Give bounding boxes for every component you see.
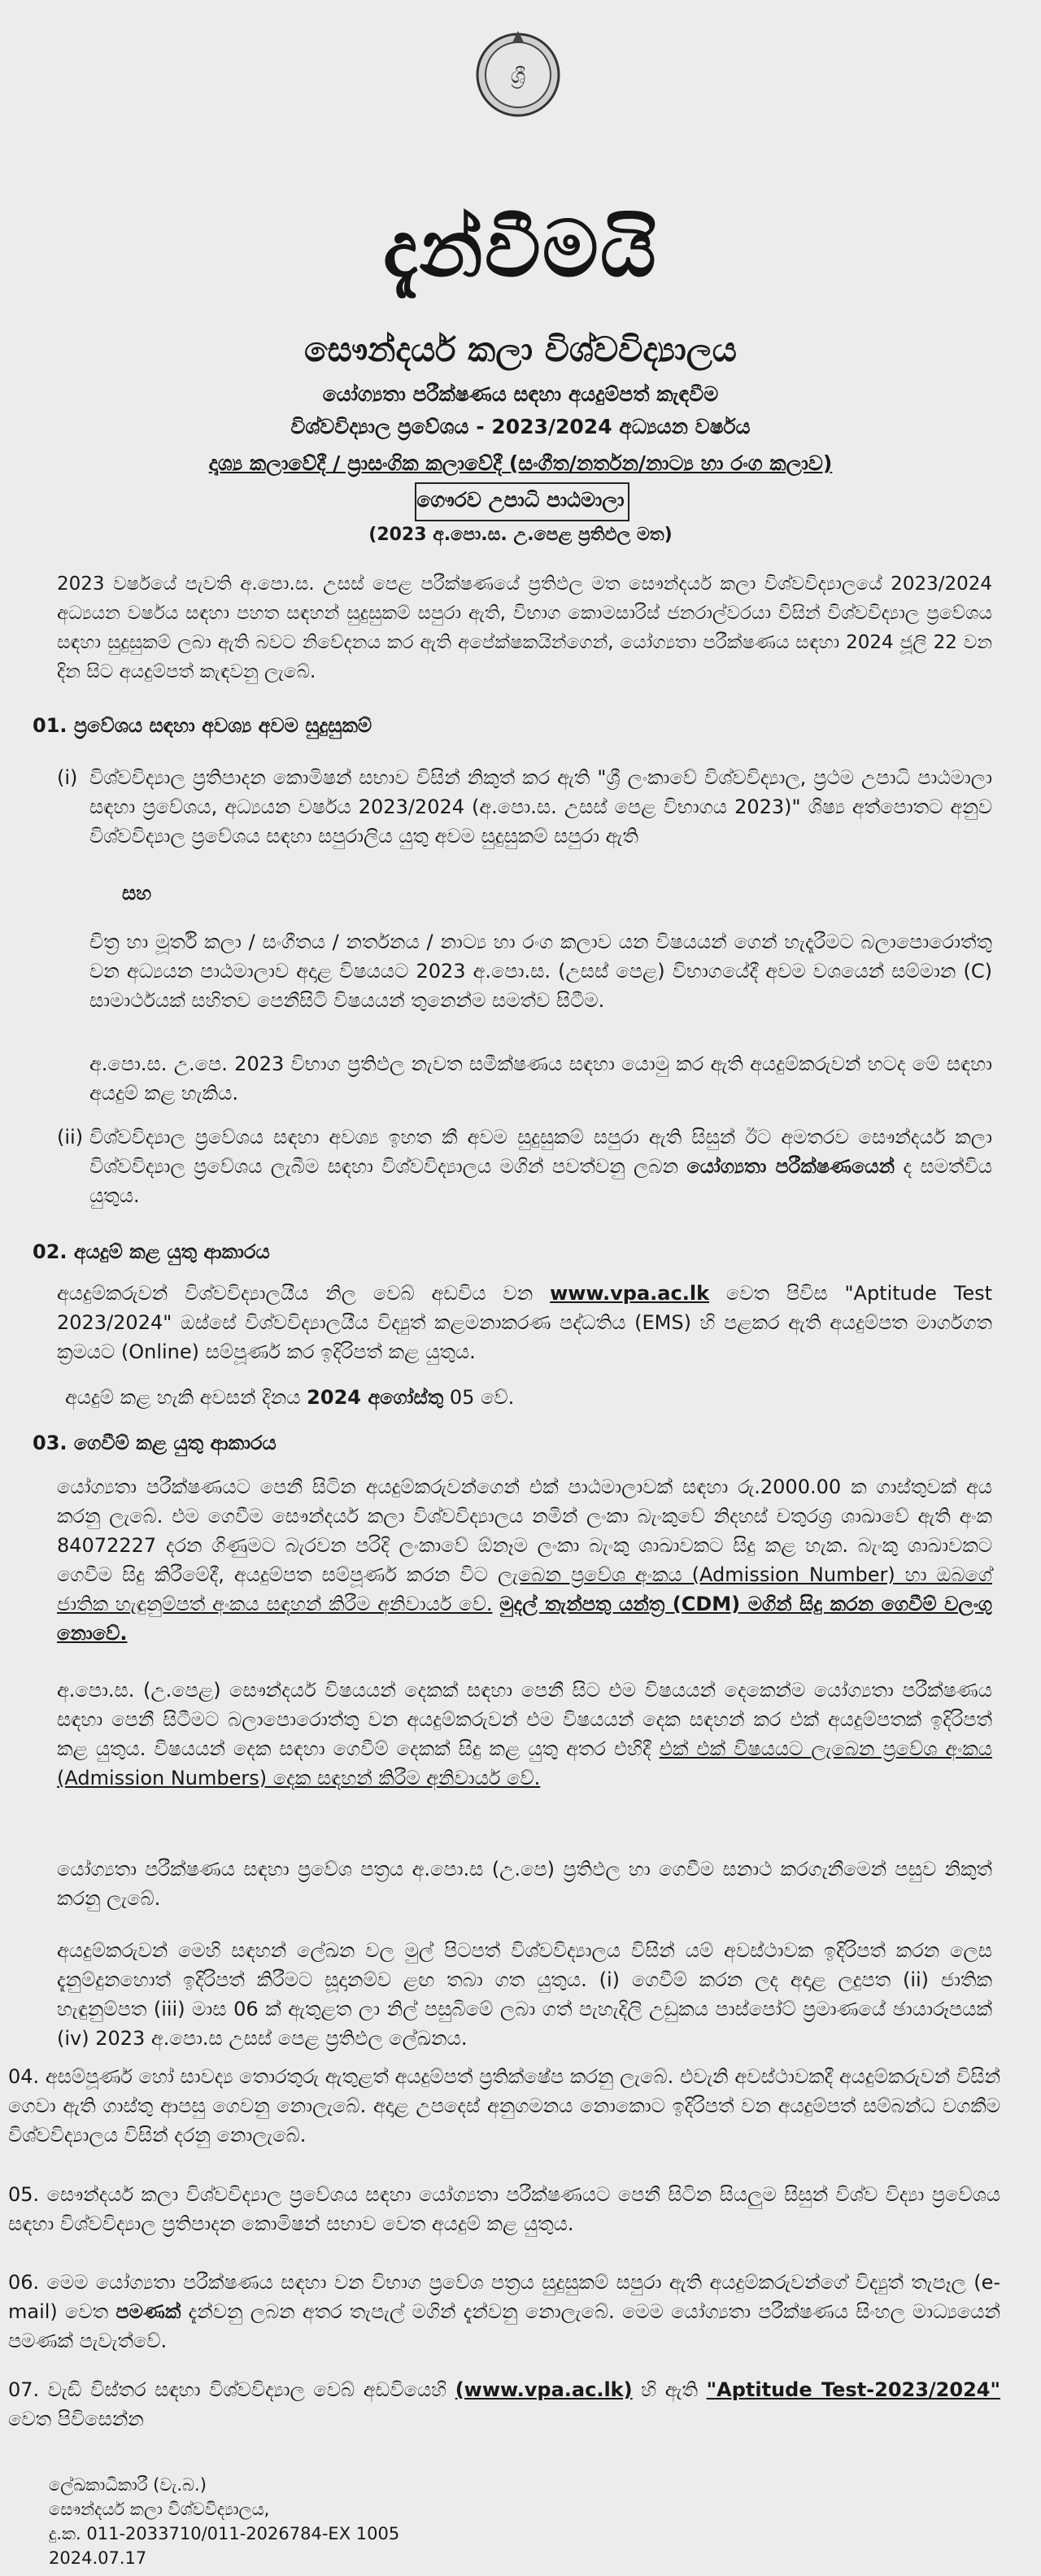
cdm-warning: මුදල් තැන්පතු යන්ත්‍ර (CDM) මගින් සිදු කරන ගෙවීම් වලංගු නොවේ. bbox=[57, 1593, 992, 1645]
signature-block bbox=[49, 2473, 399, 2570]
results-basis-title: (2023 අ.පො.ස. උ.පෙළ ප්‍රතිඵල මත) bbox=[368, 525, 673, 545]
how-to-apply-text-a: අයදුම්කරුවන් විශ්වවිද්‍යාලයීය නිල වෙබ් අඩවිය වන bbox=[57, 1282, 534, 1305]
section-07-text-b: හි ඇති bbox=[641, 2378, 699, 2401]
payment-paragraph-1 bbox=[57, 1472, 992, 1648]
item-i-label: (i) bbox=[57, 766, 78, 789]
signature-date: 2024.07.17 bbox=[49, 2548, 147, 2568]
deadline-text: අයදුම් කළ හැකි අවසන් දිනය bbox=[65, 1386, 301, 1409]
section-03-heading: 03. ගෙවීම් කළ යුතු ආකාරය bbox=[33, 1432, 277, 1454]
original-documents-paragraph: අයදුම්කරුවන් මෙහි සඳහන් ලේඛන වල මුල් පිටපත් විශ්වවිද්‍යාලය විසින් යම් අවස්ථාවක ඉදිරිපත් කරන ලෙස දැනුම්දුනහොත් ඉදිරිපත් කිරීමට සූදානම්ව ළඟ තබා ගත යුතුය. (i) ගෙවීම් කරන ලද අදාළ ලදුපත (ii) ජාතික හැඳුනුම්පත (iii) මාස 06 ක් ඇතුළත ලා නිල් පසුබිමේ ලබා ගත් පැහැදිලි උඩුකය පාස්පෝට් ප්‍රමාණයේ ඡායාරූපයක් (iv) 2023 අ.පො.ස උසස් පෙළ ප්‍රතිඵල ලේඛනය. bbox=[57, 1939, 992, 2050]
item-i-text: විශ්වවිද්‍යාල ප්‍රතිපාදන කොමිෂන් සභාව විසින් නිකුත් කර ඇති "ශ්‍රී ලංකාවේ විශ්වවිද්‍යාල, ප්‍රථම උපාධි පාඨමාලා සඳහා ප්‍රවේශය, අධ්‍යයන වර්ෂය 2023/2024 (අ.පො.ස. උසස් පෙළ විභාගය 2023)" ශිෂ්‍ය අත්පොතට අනුව විශ්වවිද්‍යාල ප්‍රවේශය සඳහා සපුරාලිය යුතු අවම සුදුසුකම් සපුරා ඇති bbox=[89, 766, 992, 848]
payment-text-1: යෝග්‍යතා පරීක්ෂණයට පෙනී සිටින අයදුම්කරුවන්ගෙන් එක් පාඨමාලාවක් සඳහා රු.2000.00 ක ගාස්තුවක් අය කරනු ලැබේ. එම ගෙවීම සෞන්දර්ය කලා විශ්වවිද්‍යාලය නමින් ලංකා බැංකුවේ නිදහස් චතුරශ්‍ර ශාඛාවේ ඇති අංක 84072227 දරන ගිණුමට බැරවන පරිදි ලංකාවේ ඕනෑම ලංකා බැංකු ශාඛාවකට සිදු කළ හැක. බැංකු ශාඛාවකට ගෙවීම සිදු කිරීමේදී, අයදුම්පත සම්පූර්ණ කරන විට bbox=[57, 1475, 992, 1586]
university-emblem bbox=[473, 24, 563, 122]
item-ii-paragraph bbox=[89, 1122, 992, 1210]
university-name: සෞන්දර්ය කලා විශ්වවිද්‍යාලය bbox=[304, 329, 737, 369]
call-for-applications-title: යෝග්‍යතා පරීක්ෂණය සඳහා අයදුම්පත් කැඳවීම bbox=[322, 382, 719, 406]
item-ii-label: (ii) bbox=[57, 1126, 84, 1149]
honours-title: ගෞරව උපාධි පාඨමාලා bbox=[416, 488, 625, 512]
section-07-website-link[interactable]: (www.vpa.ac.lk) bbox=[455, 2378, 633, 2401]
section-01-heading: 01. ප්‍රවේශය සඳහා අවශ්‍ය අවම සුදුසුකම් bbox=[33, 714, 372, 737]
item-ii-tail: ද සමත්විය යුතුය. bbox=[89, 1155, 992, 1207]
svg-text:ශ්‍රී: ශ්‍රී bbox=[510, 64, 526, 89]
aptitude-test-link[interactable]: "Aptitude Test-2023/2024" bbox=[706, 2378, 1000, 2401]
payment-paragraph-2 bbox=[57, 1676, 992, 1793]
section-07-text-c: වෙත පිවිසෙන්න bbox=[8, 2408, 144, 2430]
section-05-paragraph: 05. සෞන්දර්ය කලා විශ්වවිද්‍යාල ප්‍රවේශය සඳහා යෝග්‍යතා පරීක්ෂණයට පෙනී සිටින සියලුම සිසුන් විශ්ව විද්‍යා ප්‍රවේශය සඳහා විශ්වවිද්‍යාල ප්‍රතිපාදන කොමිෂන් සභාව වෙත අයදුම් කළ යුතුය. bbox=[8, 2183, 1000, 2235]
section-04-paragraph: 04. අසම්පූර්ණ හෝ සාවද්‍ය තොරතුරු ඇතුළත් අයදුම්පත් ප්‍රතික්ෂේප කරනු ලැබේ. එවැනි අවස්ථාවකදී අයදුම්කරුවන් විසින් ගෙවා ඇති ගාස්තු ආපසු ගෙවනු නොලැබේ. අදාළ උපදෙස් අනුගමනය නොකොට ඉදිරිපත් වන අයදුම්පත් සම්බන්ධ වගකීම විශ්වවිද්‍යාලය විසින් දරනු නොලැබේ. bbox=[8, 2065, 1000, 2147]
signature-phone: දු.ක. 011-2033710/011-2026784-EX 1005 bbox=[49, 2524, 400, 2543]
payment-text-2: අ.පො.ස. (උ.පෙළ) සෞන්දර්ය විෂයයන් දෙකක් සඳහා පෙනී සිට එම විෂයයන් දෙකෙන්ම යෝග්‍යතා පරීක්ෂණය සඳහා පෙනී සිටීමට බලාපොරොත්තු වන අයදුම්කරුවන් එම විෂයයන් දෙක සඳහන් කර එක් අයදුම්පතක් ඉදිරිපත් කළ යුතුය. විෂයයන් දෙක සඳහා ගෙවීම් දෙකක් සිදු කළ යුතු අතර එහිදී bbox=[57, 1679, 992, 1760]
aptitude-test-emphasis: යෝග්‍යතා පරීක්ෂණයෙන් bbox=[686, 1155, 895, 1178]
academic-year-title: විශ්වවිද්‍යාල ප්‍රවේශය - 2023/2024 අධ්‍යයන වර්ෂය bbox=[290, 415, 751, 438]
section-07-text-a: 07. වැඩි විස්තර සඳහා විශ්වවිද්‍යාල වෙබ් අඩවියෙහි bbox=[8, 2378, 447, 2401]
admission-number-note: ලැබෙන ප්‍රවේශ අංකය (Admission Number) හා ඔබගේ ජාතික හැඳුනුම්පත් අංකය සඳහන් කිරීම අනිවාර්ය වේ. bbox=[57, 1563, 992, 1615]
deadline-tail: 05 වේ. bbox=[449, 1386, 515, 1409]
signature-university: සෞන්දර්ය කලා විශ්වවිද්‍යාලය, bbox=[49, 2500, 270, 2519]
how-to-apply-text-b: වෙත පිවිස "Aptitude Test 2023/2024" ඔස්සේ විශ්වවිද්‍යාලයීය විද්‍යුත් කළමනාකරණ පද්ධතිය (EMS) හි පළකර ඇති අයදුම්පත මාර්ගගත ක්‍රමයට (Online) සම්පූර්ණ කර ඉදිරිපත් කළ යුතුය. bbox=[57, 1282, 992, 1363]
how-to-apply-paragraph bbox=[57, 1279, 992, 1366]
section-06-paragraph bbox=[8, 2268, 1000, 2356]
deadline-date: 2024 අගෝස්තු bbox=[307, 1386, 444, 1409]
two-admission-numbers-note: එක් එක් විෂයයට ලැබෙන ප්‍රවේශ අංකය (Admission Numbers) දෙක සඳහන් කිරීම අනිවාර්ය වේ. bbox=[57, 1737, 992, 1789]
degree-programmes-title: දෘශ්‍ය කලාවේදී / ප්‍රාසංගික කලාවේදී (සංගීත/නර්තන/නාට්‍ය හා රංග කලාව) bbox=[208, 451, 833, 475]
only-emphasis: පමණක් bbox=[115, 2300, 181, 2323]
section-06-text-a: 06. මෙම යෝග්‍යතා පරීක්ෂණය සඳහා වන විභාග ප්‍රවේශ පත්‍රය සුදුසුකම් සපුරා ඇති අයදුම්කරුවන්ගේ විද්‍යුත් තැපෑල (e-mail) වෙත bbox=[8, 2271, 1000, 2323]
section-02-heading: 02. අයදුම් කළ යුතු ආකාරය bbox=[33, 1240, 270, 1263]
section-07-paragraph bbox=[8, 2375, 1000, 2434]
rescrutiny-paragraph: අ.පො.ස. උ.පෙ. 2023 විභාග ප්‍රතිඵල නැවත සමීක්ෂණය සඳහා යොමු කර ඇති අයදුම්කරුවන් හටද මේ සඳහා අයදුම් කළ හැකිය. bbox=[89, 1053, 992, 1105]
and-label: සහ bbox=[122, 882, 152, 904]
admission-card-paragraph: යෝග්‍යතා පරීක්ෂණය සඳහා ප්‍රවේශ පත්‍රය අ.පො.ස (උ.පෙ) ප්‍රතිඵල හා ගෙවීම සනාථ කරගැනීමෙන් පසුව නිකුත් කරනු ලැබේ. bbox=[57, 1858, 992, 1910]
item-ii-text: විශ්වවිද්‍යාල ප්‍රවේශය සඳහා අවශ්‍ය ඉහත කී අවම සුදුසුකම් සපුරා ඇති සිසුන් ඊට අමතරව සෞන්දර්ය කලා විශ්වවිද්‍යාල ප්‍රවේශය ලැබීම සඳහා විශ්වවිද්‍යාලය මගින් පවත්වනු ලබන bbox=[89, 1126, 992, 1178]
section-06-text-b: දැන්වනු ලබන අතර තැපැල් මගින් දැන්වනු නොලැබේ. මෙම යෝග්‍යතා පරීක්ෂණය සිංහල මාධ්‍යයෙන් පමණක් පැවැත්වේ. bbox=[8, 2300, 1000, 2352]
emblem-icon bbox=[473, 24, 563, 122]
website-link[interactable]: www.vpa.ac.lk bbox=[550, 1282, 710, 1305]
deadline-line bbox=[65, 1383, 960, 1412]
subject-requirement-paragraph: චිත්‍ර හා මූර්ති කලා / සංගීතය / නර්තනය / නාට්‍ය හා රංග කලාව යන විෂයයන් ගෙන් හැදෑරීමට බලාපොරොත්තු වන අධ්‍යයන පාඨමාලාව අදාළ විෂයයට 2023 අ.පො.ස. (උසස් පෙළ) විභාගයේදී අවම වශයෙන් සම්මාන (C) සාමාර්ථයක් සහිතව පෙනීසිටි විෂයයන් තුනෙන්ම සමත්ව සිටීම. bbox=[89, 931, 992, 1012]
signature-title: ලේඛකාධිකාරී (වැ.බ.) bbox=[49, 2475, 207, 2495]
notice-headline: දැන්වීමයි bbox=[383, 203, 658, 294]
intro-paragraph: 2023 වර්ෂයේ පැවති අ.පො.ස. උසස් පෙළ පරීක්ෂණයේ ප්‍රතිඵල මත සෞන්දර්ය කලා විශ්වවිද්‍යාලයේ 2023/2024 අධ්‍යයන වර්ෂය සඳහා පහත සඳහන් සුදුසුකම් සපුරා ඇති, විභාග කොමසාරිස් ජනරාල්වරයා විසින් විශ්වවිද්‍යාල ප්‍රවේශය සඳහා සුදුසුකම් ලබා ඇති බවට නිවේදනය කර ඇති අපේක්ෂකයින්ගෙන්, යෝග්‍යතා පරීක්ෂණය සඳහා 2024 ජූලි 22 වන දින සිට අයදුම්පත් කැඳවනු ලැබේ. bbox=[57, 573, 992, 682]
